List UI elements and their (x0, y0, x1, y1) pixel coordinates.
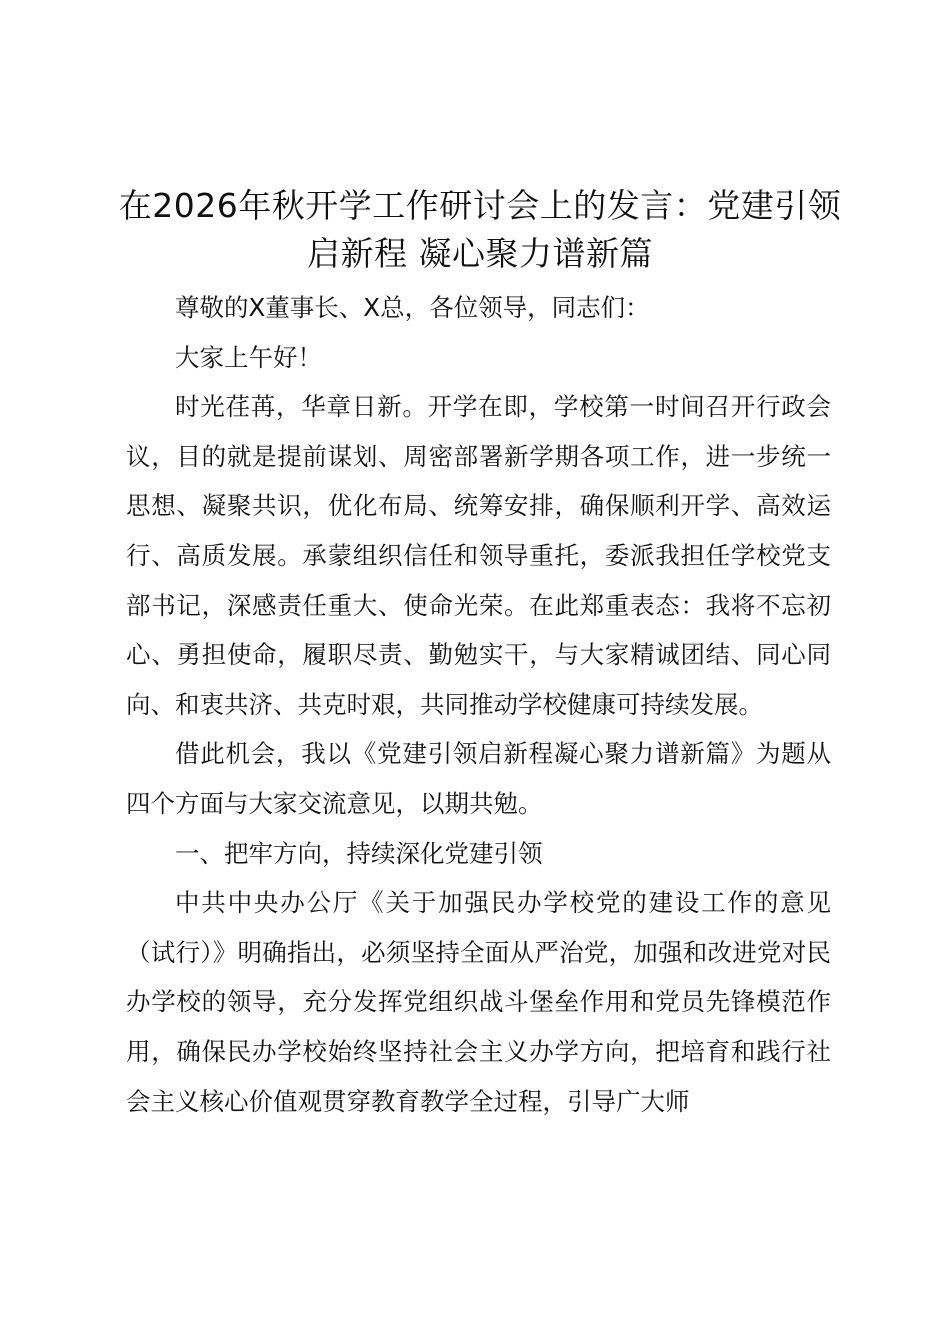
topic-intro-paragraph: 借此机会，我以《党建引领启新程凝心聚力谱新篇》为题从四个方面与大家交流意见，以期共勉。 (126, 739, 831, 818)
section-1-paragraph: 中共中央办公厅《关于加强民办学校党的建设工作的意见（试行）》明确指出，必须坚持全面从严治党，加强和改进党对民办学校的领导，充分发挥党组织战斗堡垒作用和党员先锋模范作用，确保民办学校始终坚持社会主义办学方向，把培育和践行社会主义核心价值观贯穿教育教学全过程，引导广大师 (126, 888, 831, 1116)
salutation-paragraph: 尊敬的X董事长、X总，各位领导，同志们： (175, 293, 650, 322)
document-body (126, 283, 831, 1126)
greeting-paragraph: 大家上午好！ (175, 342, 322, 372)
opening-paragraph: 时光荏苒，华章日新。开学在即，学校第一时间召开行政会议，目的就是提前谋划、周密部署新学期各项工作，进一步统一思想、凝聚共识，优化布局、统筹安排，确保顺利开学、高效运行、高质发展。承蒙组织信任和领导重托，委派我担任学校党支部书记，深感责任重大、使命光荣。在此郑重表态：我将不忘初心、勇担使命，履职尽责、勤勉实干，与大家精诚团结、同心同向、和衷共济、共克时艰，共同推动学校健康可持续发展。 (126, 392, 831, 719)
section-heading-1: 一、把牢方向，持续深化党建引领 (175, 838, 543, 868)
document-title: 在2026年秋开学工作研讨会上的发言：党建引领启新程 凝心聚力谱新篇 (118, 186, 842, 273)
